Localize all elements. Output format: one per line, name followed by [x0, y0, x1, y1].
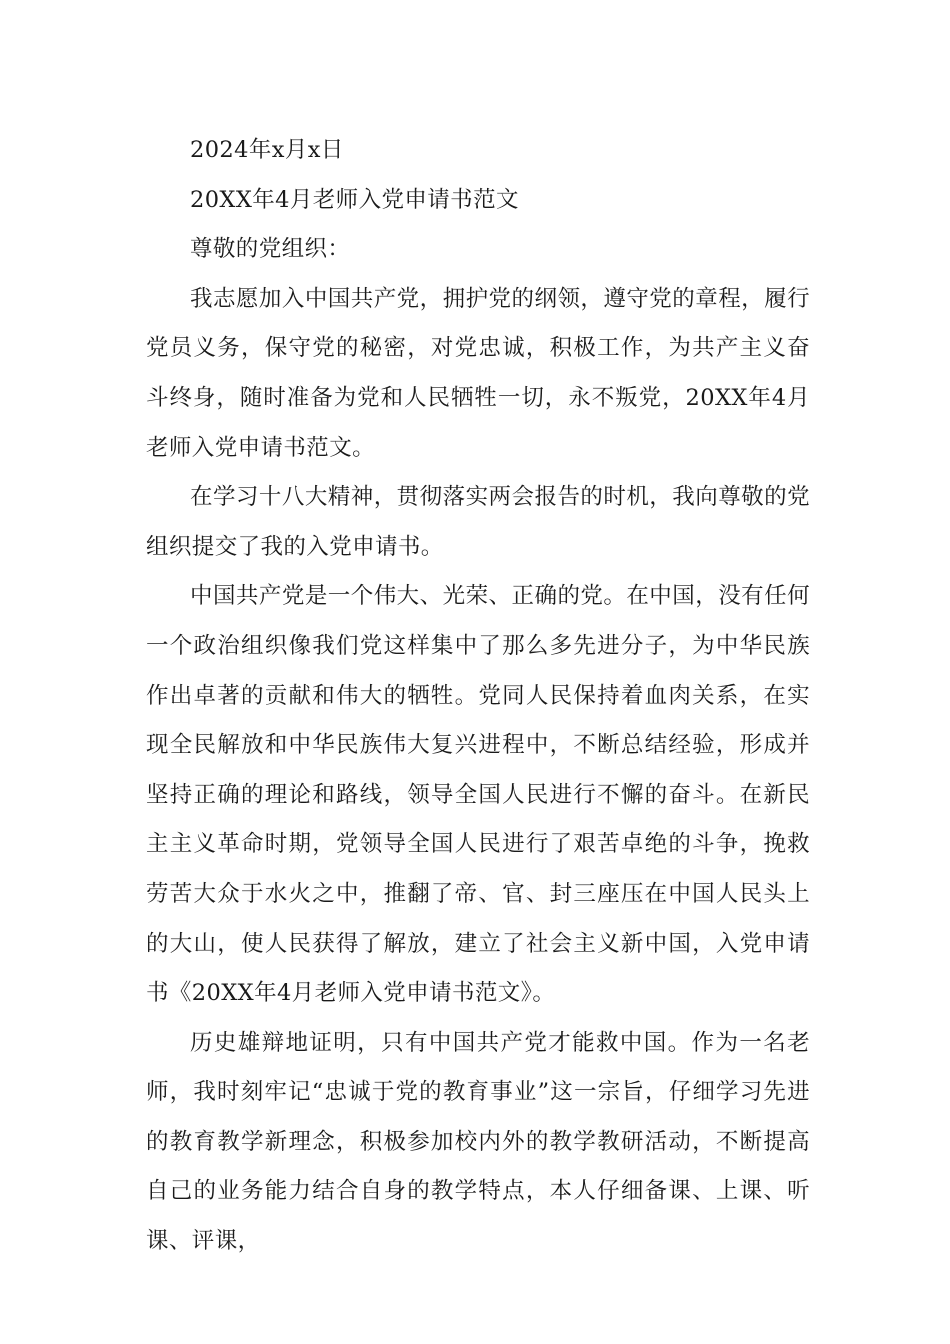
document-body	[146, 126, 810, 1267]
salutation: 尊敬的党组织：	[190, 236, 351, 263]
body-paragraph: 在学习十八大精神，贯彻落实两会报告的时机，我向尊敬的党组织提交了我的入党申请书。	[146, 484, 810, 560]
document-title: 20XX年4月老师入党申请书范文	[190, 186, 519, 213]
body-paragraph: 历史雄辩地证明，只有中国共产党才能救中国。作为一名老师，我时刻牢记“忠诚于党的教育事业”这一宗旨，仔细学习先进的教育教学新理念，积极参加校内外的教学教研活动，不断提高自己的业务能力结合自身的教学特点，本人仔细备课、上课、听课、评课，	[146, 1029, 810, 1255]
body-paragraph: 我志愿加入中国共产党，拥护党的纲领，遵守党的章程，履行党员义务，保守党的秘密，对党忠诚，积极工作，为共产主义奋斗终身，随时准备为党和人民牺牲一切，永不叛党，20XX年4月老师入党申请书范文。	[146, 285, 810, 461]
body-paragraph: 中国共产党是一个伟大、光荣、正确的党。在中国，没有任何一个政治组织像我们党这样集中了那么多先进分子，为中华民族作出卓著的贡献和伟大的牺牲。党同人民保持着血肉关系，在实现全民解放和中华民族伟大复兴进程中，不断总结经验，形成并坚持正确的理论和路线，领导全国人民进行不懈的奋斗。在新民主主义革命时期，党领导全国人民进行了艰苦卓绝的斗争，挽救劳苦大众于水火之中，推翻了帝、官、封三座压在中国人民头上的大山，使人民获得了解放，建立了社会主义新中国，入党申请书《20XX年4月老师入党申请书范文》。	[146, 583, 810, 1007]
date-line: 2024年x月x日	[190, 137, 344, 163]
